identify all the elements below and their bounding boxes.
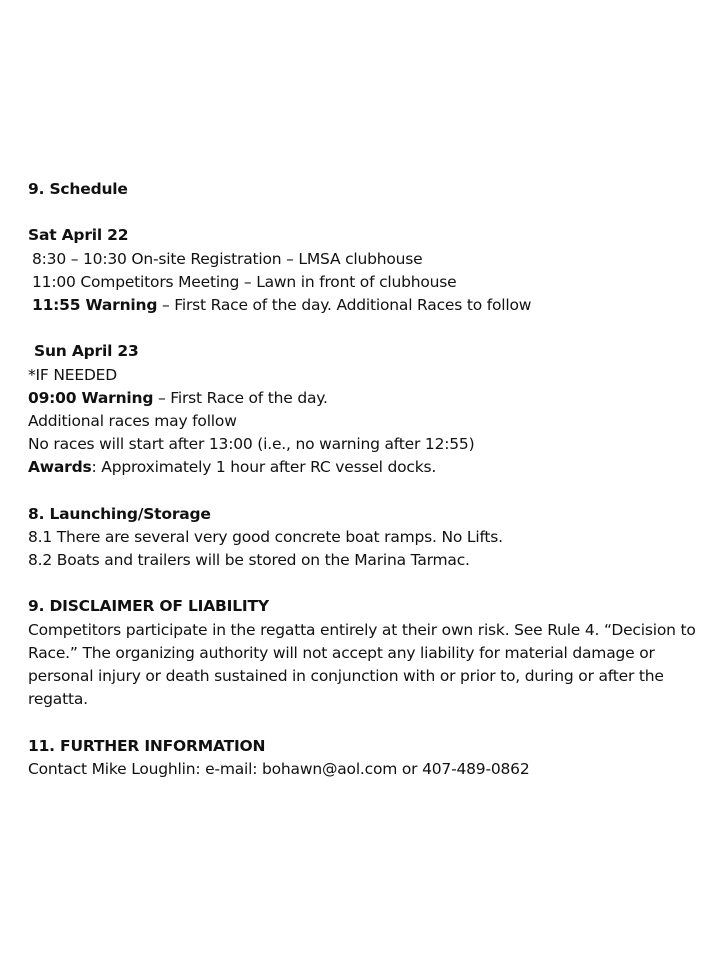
awards-label: Awards xyxy=(28,458,92,477)
sun-additional: Additional races may follow xyxy=(28,411,237,430)
spacer xyxy=(28,572,698,595)
disclaimer-heading: 9. DISCLAIMER OF LIABILITY xyxy=(28,597,269,616)
disclaimer-body: Competitors participate in the regatta entirely at their own risk. See Rule 4. “Decision to Race.” The organizing authority will not accept any liability for material damage or personal injury or death sustained in conjunction with or prior to, during or after the regatta. xyxy=(28,620,696,709)
sat-warning-line xyxy=(28,294,698,317)
spacer xyxy=(28,711,698,734)
sat-warning-text: – First Race of the day. Additional Races to follow xyxy=(157,295,532,314)
launching-heading: 8. Launching/Storage xyxy=(28,504,211,523)
awards-text: : Approximately 1 hour after RC vessel docks. xyxy=(91,458,437,477)
document-page xyxy=(28,178,698,781)
sat-meeting: 11:00 Competitors Meeting – Lawn in front of clubhouse xyxy=(32,272,457,291)
further-contact: Contact Mike Loughlin: e-mail: bohawn@aol.com or 407-489-0862 xyxy=(28,759,530,778)
sun-warning-time: 09:00 Warning xyxy=(28,388,154,407)
sun-no-races: No races will start after 13:00 (i.e., no warning after 12:55) xyxy=(28,435,475,454)
awards-line xyxy=(28,456,698,479)
schedule-heading: 9. Schedule xyxy=(28,180,128,198)
spacer xyxy=(28,317,698,340)
sat-registration: 8:30 – 10:30 On-site Registration – LMSA clubhouse xyxy=(32,249,423,268)
sun-warning-text: – First Race of the day. xyxy=(153,388,328,407)
spacer xyxy=(28,201,698,224)
spacer xyxy=(28,479,698,502)
launching-item-1: 8.1 There are several very good concrete boat ramps. No Lifts. xyxy=(28,527,503,546)
sun-if-needed: *IF NEEDED xyxy=(28,365,118,384)
launching-item-2: 8.2 Boats and trailers will be stored on the Marina Tarmac. xyxy=(28,551,470,569)
sat-heading: Sat April 22 xyxy=(28,226,129,245)
sat-warning-time: 11:55 Warning xyxy=(32,295,158,314)
sun-heading: Sun April 23 xyxy=(34,342,139,361)
sun-warning-line xyxy=(28,387,698,410)
further-heading: 11. FURTHER INFORMATION xyxy=(28,736,266,755)
